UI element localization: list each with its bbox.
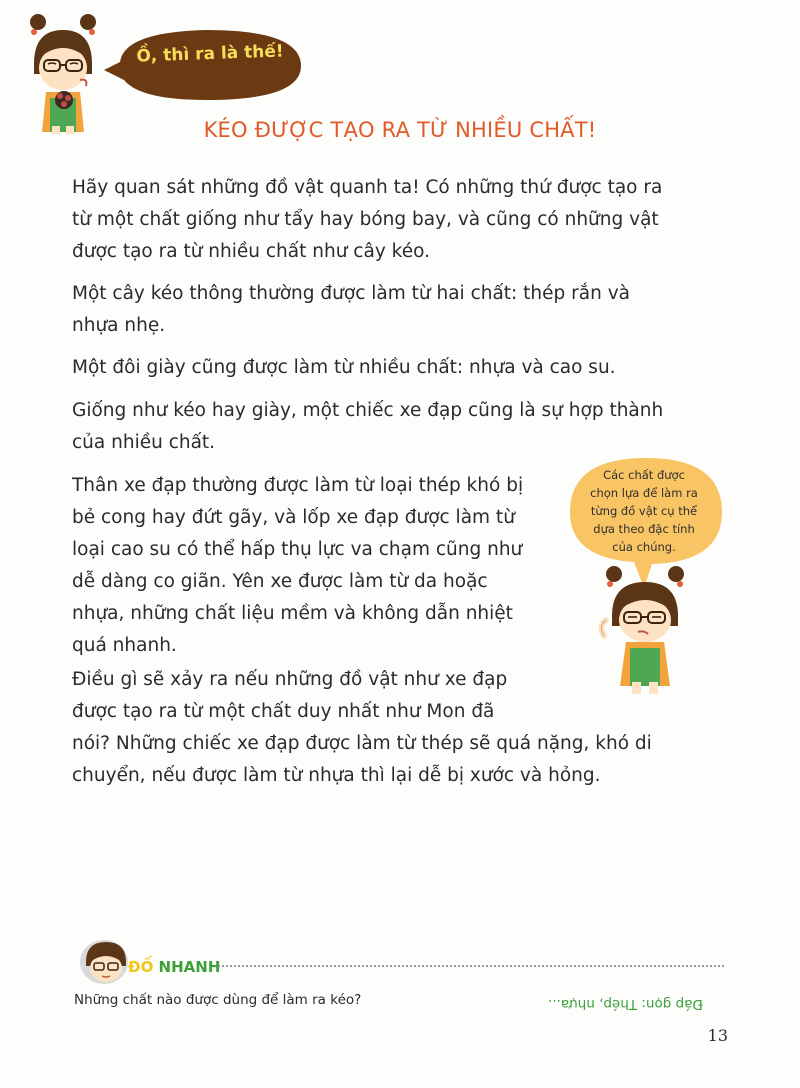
text-line: của nhiều chất. xyxy=(72,432,216,453)
bubble-line: từng đồ vật cụ thể xyxy=(590,504,698,518)
quiz-title-part1: ĐỐ xyxy=(128,958,154,976)
text-line: Hãy quan sát những đồ vật quanh ta! Có những thứ được tạo ra xyxy=(72,177,663,198)
quiz-title xyxy=(128,958,220,976)
text-line: được tạo ra từ nhiều chất như cây kéo. xyxy=(72,241,430,262)
text-line: Một đôi giày cũng được làm từ nhiều chất: nhựa và cao su. xyxy=(72,357,616,378)
text-line: nhựa nhẹ. xyxy=(72,315,166,336)
text-line: được tạo ra từ một chất duy nhất như Mon đã xyxy=(72,701,495,722)
paragraph-3 xyxy=(72,352,722,384)
paragraph-2 xyxy=(72,278,722,342)
text-line: Điều gì sẽ xảy ra nếu những đồ vật như xe đạp xyxy=(72,669,508,690)
text-line: nhựa, những chất liệu mềm và không dẫn nhiệt xyxy=(72,603,513,624)
paragraph-1 xyxy=(72,172,722,268)
text-line: Một cây kéo thông thường được làm từ hai chất: thép rắn và xyxy=(72,283,630,304)
page-number: 13 xyxy=(707,1026,728,1045)
text-line: nói? Những chiếc xe đạp được làm từ thép sẽ quá nặng, khó di xyxy=(72,733,652,754)
text-line: từ một chất giống như tẩy hay bóng bay, và cũng có những vật xyxy=(72,209,659,230)
bubble-line: dựa theo đặc tính xyxy=(593,522,695,536)
text-line: bẻ cong hay đứt gãy, và lốp xe đạp được làm từ xyxy=(72,507,515,528)
right-bubble-text xyxy=(584,466,704,556)
dotted-divider xyxy=(218,965,724,967)
bubble-line: chọn lựa để làm ra xyxy=(590,486,698,500)
quiz-answer-upside-down: Đáp gọn: Thép, nhựa... xyxy=(548,996,703,1012)
top-bubble-text: Ồ, thì ra là thế! xyxy=(136,41,284,67)
text-line: Thân xe đạp thường được làm từ loại thép khó bị xyxy=(72,475,524,496)
text-line: loại cao su có thể hấp thụ lực va chạm cũng như xyxy=(72,539,523,560)
bubble-line: của chúng. xyxy=(612,540,676,554)
text-line: dễ dàng co giãn. Yên xe được làm từ da hoặc xyxy=(72,571,488,592)
quiz-character-face-icon xyxy=(78,934,134,986)
text-line: chuyển, nếu được làm từ nhựa thì lại dễ bị xước và hỏng. xyxy=(72,765,601,786)
paragraph-5 xyxy=(72,470,572,662)
bubble-line: Các chất được xyxy=(603,468,685,482)
section-heading: KÉO ĐƯỢC TẠO RA TỪ NHIỀU CHẤT! xyxy=(203,118,597,142)
text-line: quá nhanh. xyxy=(72,635,177,656)
quiz-title-part2: NHANH xyxy=(153,958,221,976)
girl-character-thinking-illustration xyxy=(590,562,702,698)
paragraph-4 xyxy=(72,395,722,459)
quiz-question: Những chất nào được dùng để làm ra kéo? xyxy=(74,992,362,1008)
text-line: Giống như kéo hay giày, một chiếc xe đạp cũng là sự hợp thành xyxy=(72,400,664,421)
